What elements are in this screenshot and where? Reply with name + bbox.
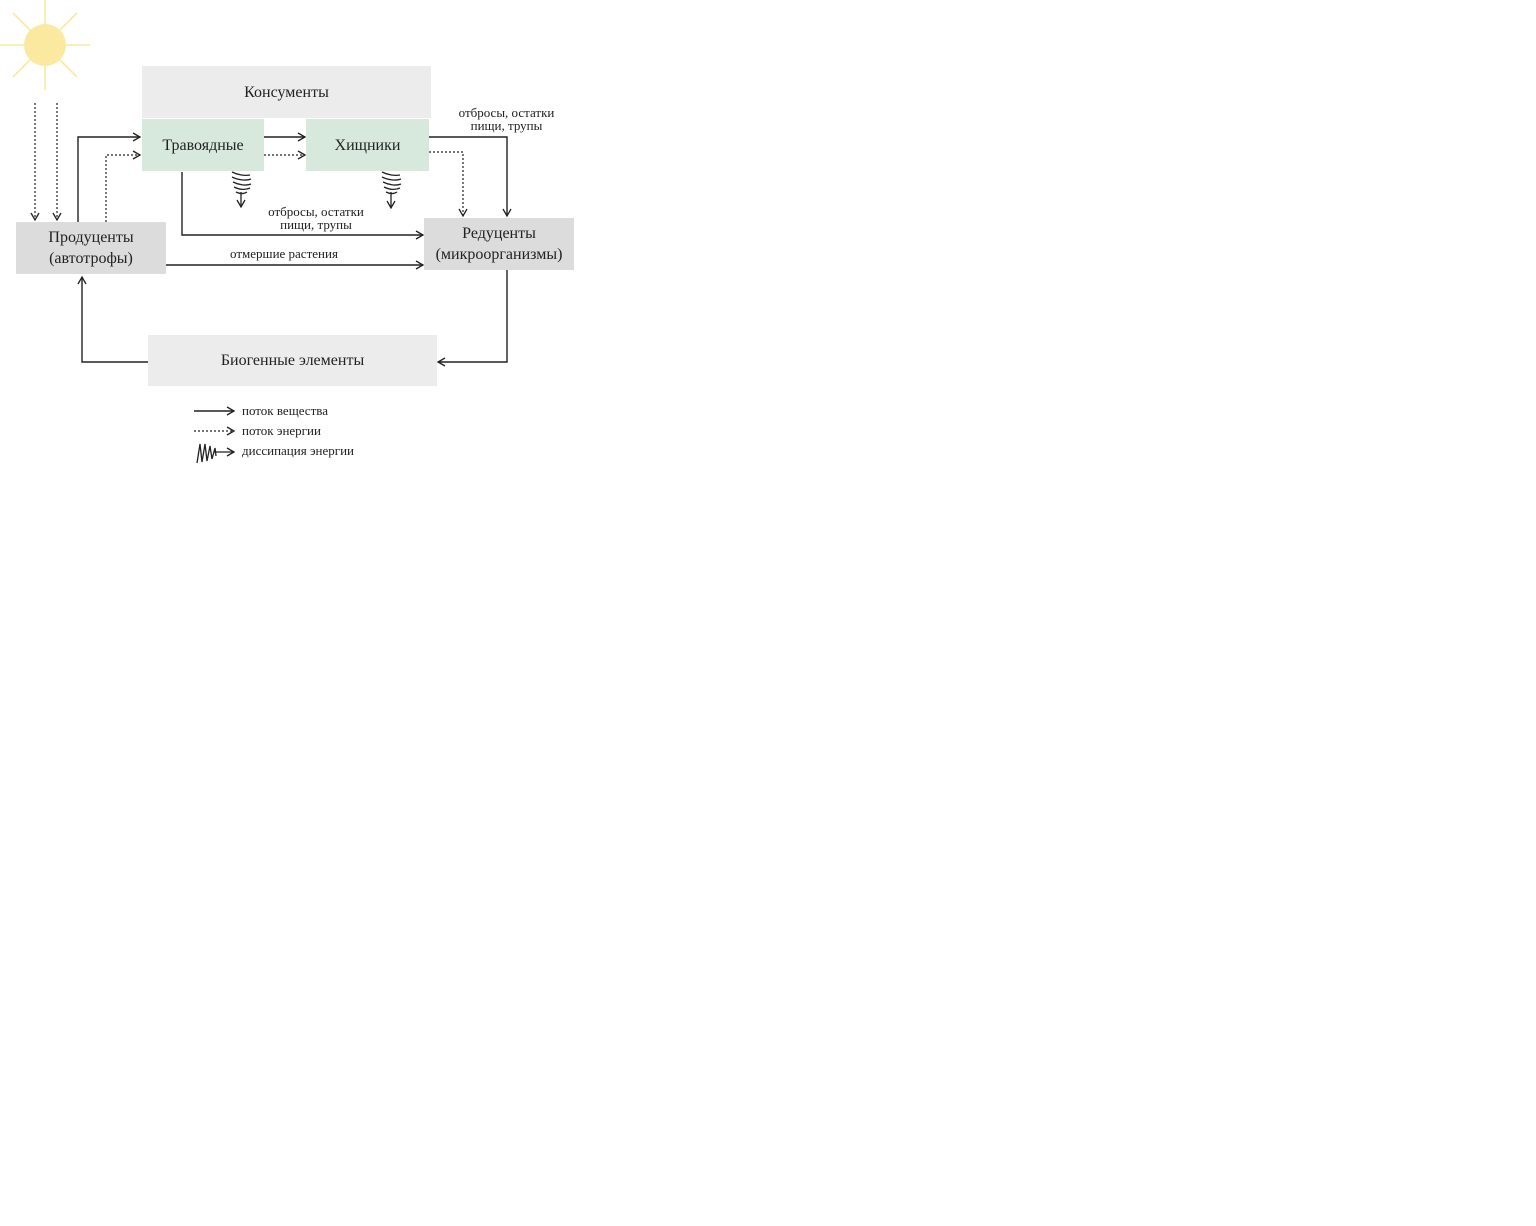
biogenic-label: Биогенные элементы [220,352,365,369]
legend-energy-label: поток энергии [242,423,321,438]
dissipation-herbivores-icon [232,172,251,207]
dead-plants-text: отмершие растения [230,246,338,261]
herbivores-waste-label [253,205,379,231]
predators-label: Хищники [334,136,401,154]
reducers-box [424,218,574,270]
herbivores-waste-line2: пищи, трупы [280,217,352,232]
predators-waste-label [444,106,569,132]
predators-waste-line1: отбросы, остатки [458,105,555,120]
reducers-label-line1: Редуценты [462,225,536,242]
producers-label-line2: (автотрофы) [49,250,133,267]
predators-waste-line2: пищи, трупы [470,118,543,133]
biogenic-box [148,335,437,386]
herbivores-label: Травоядные [162,136,244,154]
dissipation-predators-icon [382,172,401,208]
reducers-label-line2: (микроорганизмы) [435,246,563,263]
sunlight-energy-arrows [35,103,57,220]
producers-label-line1: Продуценты [48,229,134,246]
herbivores-box [142,119,264,171]
consumers-box [142,66,431,118]
sun-icon [0,0,90,90]
legend-matter-label: поток вещества [242,403,328,418]
legend-dissipation-label: диссипация энергии [242,443,354,458]
consumers-label: Консументы [244,83,329,101]
producers-box [16,222,166,274]
legend-dissipation-symbol [197,444,234,463]
dead-plants-label [212,247,356,260]
predators-box [306,119,429,171]
herbivores-waste-line1: отбросы, остатки [268,204,364,219]
